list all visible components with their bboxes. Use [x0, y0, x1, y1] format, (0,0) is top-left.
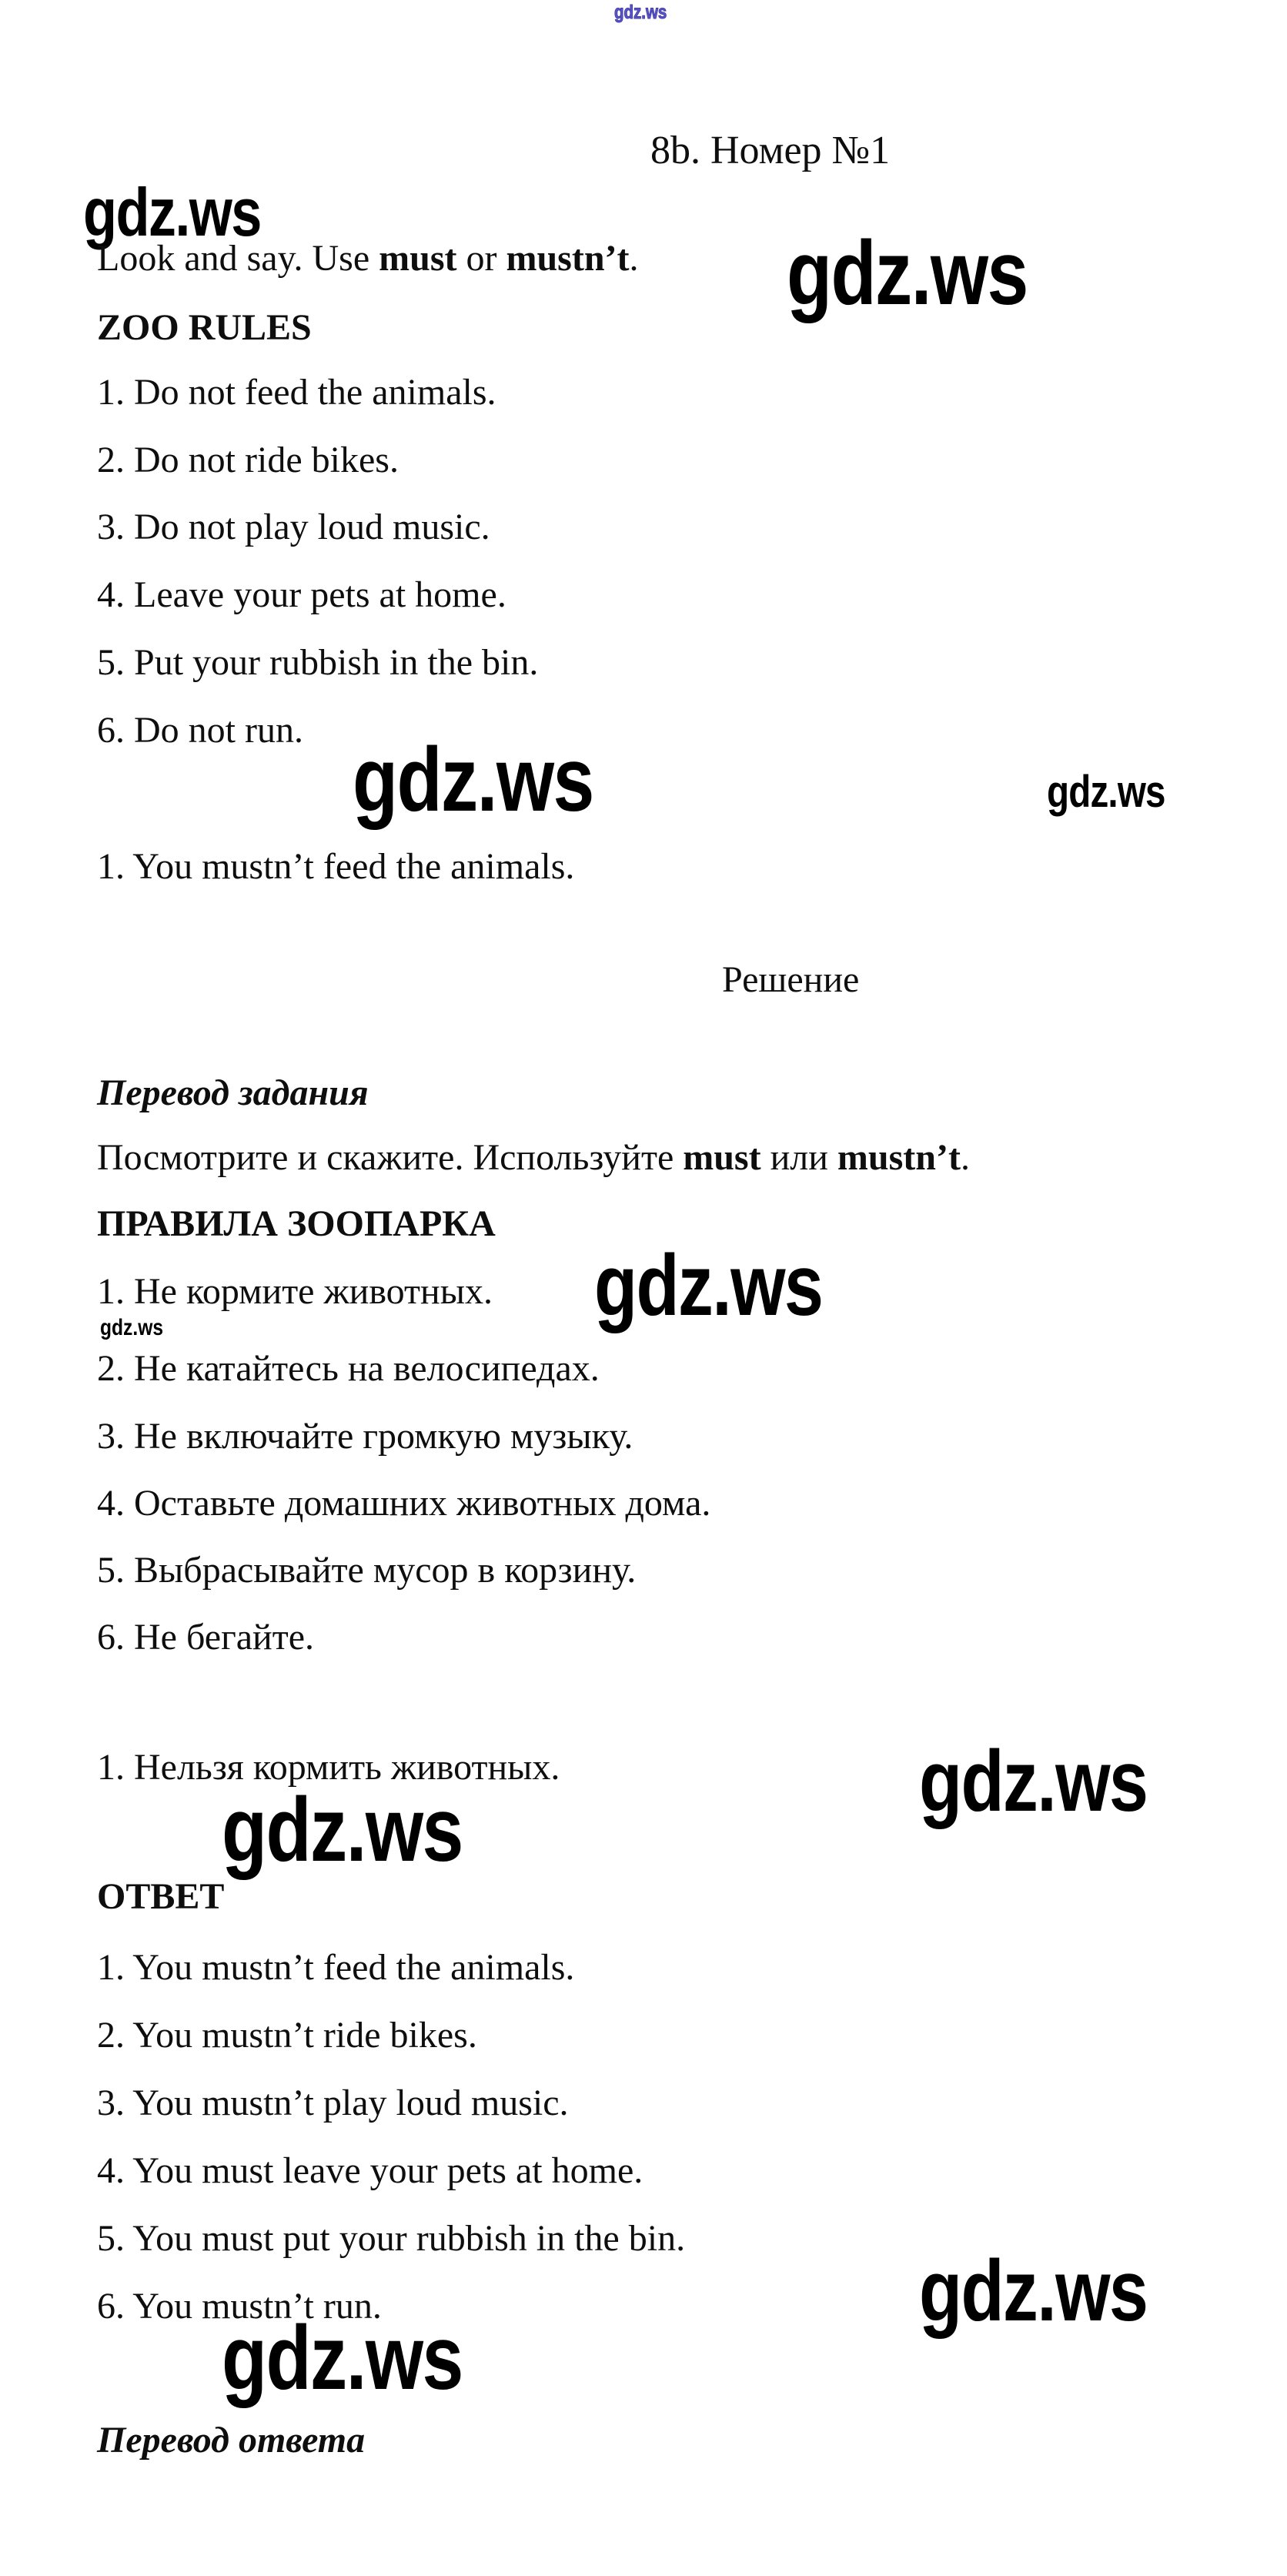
answer-translation-heading: Перевод ответа	[97, 2420, 366, 2461]
watermark: gdz.ws	[594, 1237, 823, 1333]
watermark: gdz.ws	[222, 1779, 463, 1881]
mustnt-keyword: mustn’t	[837, 1137, 961, 1178]
answer-heading: ОТВЕТ	[97, 1876, 225, 1917]
solution-heading: Решение	[722, 959, 860, 1000]
task-instruction: Look and say. Use must or mustn’t.	[97, 238, 639, 279]
answer-item: 3. You mustn’t play loud music.	[97, 2083, 569, 2123]
zoo-rule-item-ru: 4. Оставьте домашних животных дома.	[97, 1483, 711, 1524]
zoo-rules-heading-ru: ПРАВИЛА ЗООПАРКА	[97, 1203, 496, 1244]
must-keyword: must	[379, 238, 457, 279]
mustnt-keyword: mustn’t	[506, 238, 630, 279]
watermark: gdz.ws	[222, 2307, 463, 2409]
answer-item: 1. You mustn’t feed the animals.	[97, 1947, 575, 1988]
zoo-rule-item: 1. Do not feed the animals.	[97, 372, 496, 413]
zoo-rule-item: 2. Do not ride bikes.	[97, 440, 399, 480]
answer-item: 6. You mustn’t run.	[97, 2286, 382, 2327]
zoo-rule-item: 5. Put your rubbish in the bin.	[97, 642, 539, 683]
zoo-rule-item: 3. Do not play loud music.	[97, 507, 490, 547]
watermark: gdz.ws	[787, 222, 1028, 324]
watermark: gdz.ws	[1047, 767, 1165, 817]
page-title: 8b. Номер №1	[650, 129, 891, 172]
must-keyword: must	[683, 1137, 761, 1178]
example-translation: 1. Нельзя кормить животных.	[97, 1747, 560, 1788]
watermark: gdz.ws	[919, 1733, 1148, 1829]
answer-item: 2. You mustn’t ride bikes.	[97, 2015, 477, 2056]
watermark: gdz.ws	[353, 729, 593, 831]
task-example: 1. You mustn’t feed the animals.	[97, 846, 575, 887]
watermark-top: gdz.ws	[614, 2, 667, 23]
zoo-rule-item-ru: 6. Не бегайте.	[97, 1617, 315, 1658]
task-translation-heading: Перевод задания	[97, 1072, 369, 1113]
watermark: gdz.ws	[919, 2243, 1148, 2339]
watermark: gdz.ws	[83, 174, 261, 250]
zoo-rules-heading: ZOO RULES	[97, 307, 312, 348]
zoo-rule-item-ru: 1. Не кормите животных.	[97, 1271, 493, 1312]
answer-item: 4. You must leave your pets at home.	[97, 2150, 644, 2191]
answer-item: 5. You must put your rubbish in the bin.	[97, 2218, 686, 2259]
zoo-rule-item-ru: 3. Не включайте громкую музыку.	[97, 1416, 633, 1457]
translation-instruction: Посмотрите и скажите. Используйте must или mustn’t.	[97, 1137, 970, 1178]
task-instruction-text: Look and say. Use	[97, 238, 379, 279]
zoo-rule-item-ru: 2. Не катайтесь на велосипедах.	[97, 1348, 600, 1389]
zoo-rule-item-ru: 5. Выбрасывайте мусор в корзину.	[97, 1550, 637, 1591]
zoo-rule-item: 4. Leave your pets at home.	[97, 574, 506, 615]
watermark-small: gdz.ws	[100, 1315, 164, 1340]
zoo-rule-item: 6. Do not run.	[97, 710, 303, 751]
